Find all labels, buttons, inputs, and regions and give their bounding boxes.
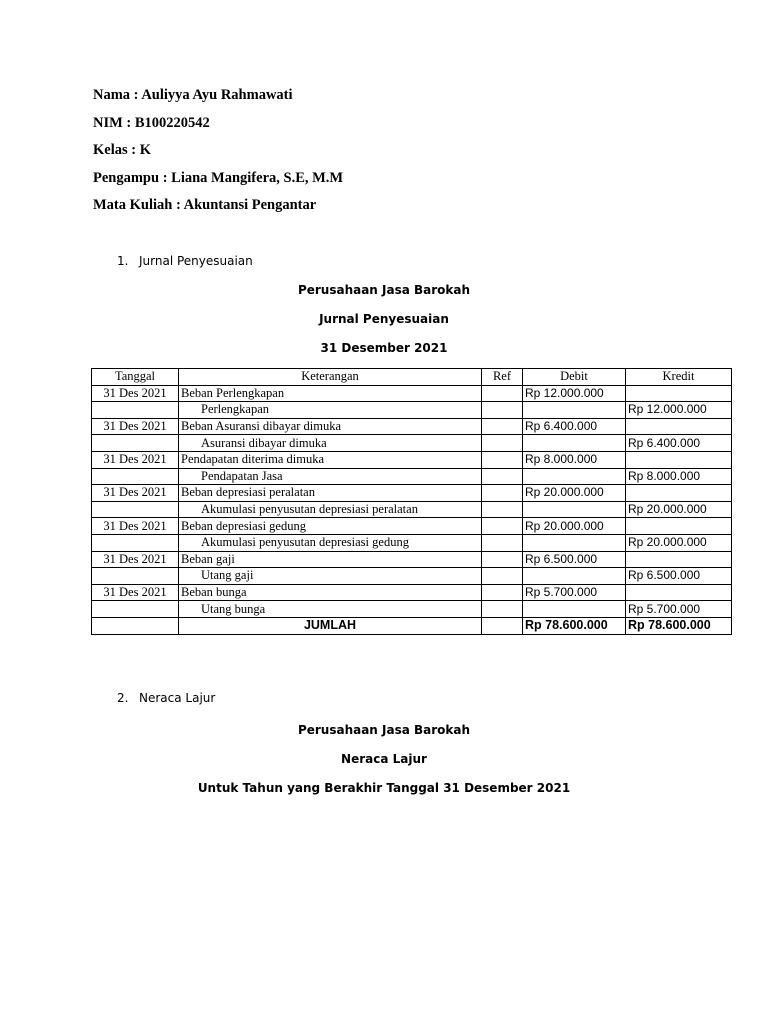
section-2-number: 2.: [117, 691, 129, 705]
row-kredit: [626, 451, 732, 468]
row-kredit: [626, 584, 732, 601]
row-date: [92, 568, 179, 585]
row-description: Beban Asuransi dibayar dimuka: [179, 418, 482, 435]
row-description: Beban gaji: [179, 551, 482, 568]
row-ref: [482, 435, 523, 452]
section-2-title: Neraca Lajur: [341, 752, 427, 766]
row-date: 31 Des 2021: [92, 385, 179, 402]
row-date: 31 Des 2021: [92, 584, 179, 601]
row-date: 31 Des 2021: [92, 451, 179, 468]
row-description: Akumulasi penyusutan depresiasi gedung: [179, 534, 482, 551]
row-debit: Rp 20.000.000: [523, 485, 626, 502]
row-date: 31 Des 2021: [92, 518, 179, 535]
row-debit: [523, 568, 626, 585]
total-debit: Rp 78.600.000: [523, 617, 626, 634]
row-ref: [482, 451, 523, 468]
row-debit: [523, 435, 626, 452]
row-date: [92, 601, 179, 618]
student-name: Nama : Auliyya Ayu Rahmawati: [93, 87, 293, 103]
table-row: [92, 468, 732, 485]
row-description: Beban bunga: [179, 584, 482, 601]
student-info: [93, 85, 343, 223]
row-debit: [523, 601, 626, 618]
row-date: [92, 402, 179, 419]
lecturer: Pengampu : Liana Mangifera, S.E, M.M: [93, 169, 344, 186]
row-date: [92, 501, 179, 518]
table-row: [92, 451, 732, 468]
row-ref: [482, 485, 523, 502]
row-ref: [482, 551, 523, 568]
student-nim: NIM : B100220542: [93, 114, 210, 131]
header-ref: Ref: [482, 369, 523, 386]
row-date: [92, 435, 179, 452]
table-row: [92, 518, 732, 535]
row-ref: [482, 534, 523, 551]
table-row: [92, 568, 732, 585]
row-kredit: [626, 551, 732, 568]
row-kredit: Rp 20.000.000: [626, 501, 732, 518]
table-header-row: [92, 369, 732, 386]
section-2-period: Untuk Tahun yang Berakhir Tanggal 31 Desember 2021: [197, 781, 571, 795]
row-ref: [482, 518, 523, 535]
row-kredit: [626, 518, 732, 535]
total-kredit: Rp 78.600.000: [626, 617, 732, 634]
row-description: Pendapatan Jasa: [179, 468, 482, 485]
row-kredit: Rp 6.500.000: [626, 568, 732, 585]
row-description: Utang bunga: [179, 601, 482, 618]
row-kredit: Rp 12.000.000: [626, 402, 732, 419]
row-description: Beban depresiasi peralatan: [179, 485, 482, 502]
row-debit: Rp 6.500.000: [523, 551, 626, 568]
row-kredit: Rp 5.700.000: [626, 601, 732, 618]
header-keterangan: Keterangan: [179, 369, 482, 386]
row-debit: [523, 501, 626, 518]
section-1-title: Jurnal Penyesuaian: [319, 312, 449, 326]
row-debit: Rp 8.000.000: [523, 451, 626, 468]
total-row: [92, 617, 732, 634]
row-ref: [482, 468, 523, 485]
header-kredit: Kredit: [626, 369, 732, 386]
section-2-heading: [117, 691, 215, 705]
table-row: [92, 435, 732, 452]
row-debit: [523, 402, 626, 419]
section-2-company: Perusahaan Jasa Barokah: [297, 723, 471, 737]
section-1-number: 1.: [117, 254, 129, 268]
table-row: [92, 601, 732, 618]
row-ref: [482, 584, 523, 601]
adjusting-journal-table: [91, 368, 732, 635]
table-row: [92, 584, 732, 601]
total-label: JUMLAH: [179, 617, 482, 634]
course-name: Mata Kuliah : Akuntansi Pengantar: [93, 197, 317, 213]
row-date: 31 Des 2021: [92, 485, 179, 502]
section-1-date: 31 Desember 2021: [320, 341, 448, 355]
row-debit: Rp 5.700.000: [523, 584, 626, 601]
row-kredit: Rp 6.400.000: [626, 435, 732, 452]
table-row: [92, 485, 732, 502]
row-description: Akumulasi penyusutan depresiasi peralatan: [179, 501, 482, 518]
row-description: Perlengkapan: [179, 402, 482, 419]
header-debit: Debit: [523, 369, 626, 386]
row-date: [92, 534, 179, 551]
table-row: [92, 534, 732, 551]
row-ref: [482, 501, 523, 518]
row-debit: Rp 6.400.000: [523, 418, 626, 435]
table-row: [92, 418, 732, 435]
table-row: [92, 385, 732, 402]
table-row: [92, 402, 732, 419]
row-ref: [482, 418, 523, 435]
total-ref: [482, 617, 523, 634]
row-description: Beban Perlengkapan: [179, 385, 482, 402]
section-1-company: Perusahaan Jasa Barokah: [297, 283, 471, 297]
row-kredit: [626, 385, 732, 402]
header-tanggal: Tanggal: [92, 369, 179, 386]
row-kredit: [626, 418, 732, 435]
row-kredit: Rp 20.000.000: [626, 534, 732, 551]
row-date: 31 Des 2021: [92, 551, 179, 568]
row-ref: [482, 568, 523, 585]
row-debit: Rp 12.000.000: [523, 385, 626, 402]
section-2-label: Neraca Lajur: [139, 691, 216, 705]
row-ref: [482, 402, 523, 419]
row-ref: [482, 601, 523, 618]
row-ref: [482, 385, 523, 402]
row-description: Asuransi dibayar dimuka: [179, 435, 482, 452]
row-description: Pendapatan diterima dimuka: [179, 451, 482, 468]
student-class: Kelas : K: [93, 142, 151, 158]
row-debit: Rp 20.000.000: [523, 518, 626, 535]
row-date: 31 Des 2021: [92, 418, 179, 435]
table-row: [92, 501, 732, 518]
section-1-label: Jurnal Penyesuaian: [139, 254, 253, 268]
row-debit: [523, 534, 626, 551]
row-date: [92, 468, 179, 485]
row-kredit: [626, 485, 732, 502]
row-description: Beban depresiasi gedung: [179, 518, 482, 535]
row-kredit: Rp 8.000.000: [626, 468, 732, 485]
total-date: [92, 617, 179, 634]
section-1-heading: [117, 254, 253, 268]
row-description: Utang gaji: [179, 568, 482, 585]
table-row: [92, 551, 732, 568]
row-debit: [523, 468, 626, 485]
